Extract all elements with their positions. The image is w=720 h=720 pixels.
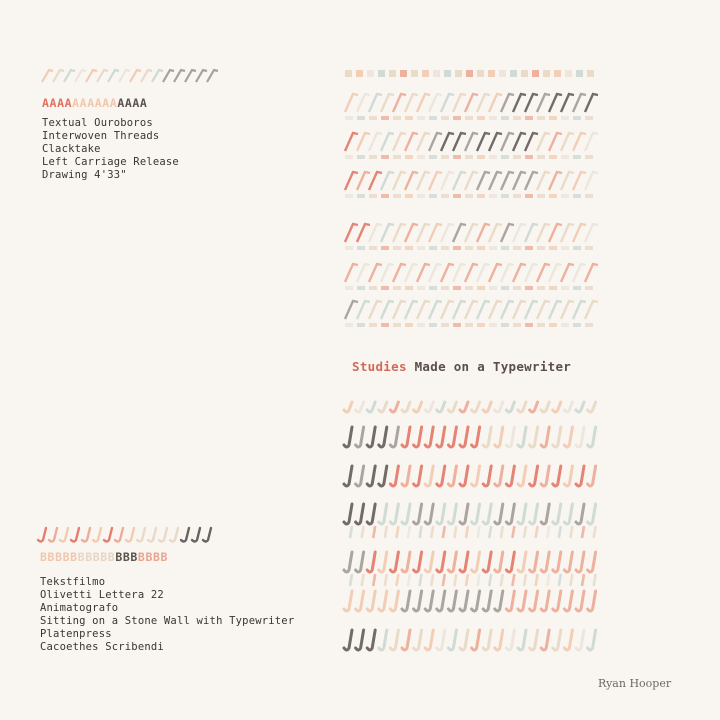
- side-b-mark: [148, 528, 156, 542]
- side-a-mark: [97, 70, 108, 82]
- side-a-mark: [130, 70, 141, 82]
- side-b-mark: [115, 528, 123, 542]
- side-b-mark: [71, 528, 79, 542]
- side-a-mark: [174, 70, 185, 82]
- track-b1: Tekstfilmo: [40, 576, 106, 588]
- hook-band-3: [344, 466, 596, 486]
- side-b-mark: [192, 528, 200, 542]
- side-b-mark: [60, 528, 68, 542]
- side-b-mark: [137, 528, 145, 542]
- side-b-mark: [49, 528, 57, 542]
- track-b5: Platenpress: [40, 627, 112, 640]
- track-a1: Textual Ouroboros: [42, 117, 153, 129]
- side-a-mark: [86, 70, 97, 82]
- hook-band-2: [344, 427, 596, 447]
- side-b-mark: [159, 528, 167, 542]
- hook-band-6: [344, 591, 596, 611]
- side-b-mark: [82, 528, 90, 542]
- pattern-band-4: [345, 172, 598, 198]
- pattern-band-3: [345, 133, 598, 159]
- side-b-mark: [126, 528, 134, 542]
- track-b3: Animatografo: [40, 601, 119, 614]
- hook-band-4: [344, 504, 596, 538]
- album-title-accent: Studies: [352, 359, 407, 374]
- track-a2: Interwoven Threads: [42, 129, 160, 142]
- track-a5: Drawing 4'33": [42, 168, 127, 181]
- side-b-letter-row: BBBBBBBBBBBBBBBBB: [40, 550, 169, 564]
- side-a-mark: [163, 70, 174, 82]
- track-b4: Sitting on a Stone Wall with Typewriter: [40, 614, 295, 627]
- hook-band-7: [344, 630, 596, 650]
- hook-band-1: [344, 402, 596, 412]
- pattern-band-6: [345, 264, 598, 290]
- side-b-mark: [181, 528, 189, 542]
- side-a-mark: [75, 70, 86, 82]
- album-title-rest: Made on a Typewriter: [406, 359, 572, 374]
- side-a-glyph-strip: [42, 70, 218, 82]
- side-a-mark: [196, 70, 207, 82]
- artist-name: Ryan Hooper: [598, 677, 672, 690]
- side-a-mark: [152, 70, 163, 82]
- hook-band-5: [344, 552, 596, 586]
- track-a4: Left Carriage Release: [42, 155, 179, 168]
- side-b-glyph-strip: [38, 528, 211, 542]
- track-b2: Olivetti Lettera 22: [40, 588, 164, 601]
- side-a-mark: [108, 70, 119, 82]
- side-a-mark: [64, 70, 75, 82]
- pattern-band-1: [345, 70, 594, 77]
- side-a-mark: [119, 70, 130, 82]
- album-title: [352, 359, 571, 374]
- track-b6: Cacoethes Scribendi: [40, 640, 164, 653]
- pattern-band-5: [345, 224, 598, 250]
- pattern-band-2: [345, 94, 598, 120]
- side-a-tracklist: [42, 117, 179, 182]
- side-b-mark: [104, 528, 112, 542]
- side-b-tracklist: [40, 576, 294, 653]
- pattern-band-7: [345, 301, 598, 327]
- side-b-mark: [38, 528, 46, 542]
- side-a-mark: [141, 70, 152, 82]
- track-a3: Clacktake: [42, 142, 101, 155]
- side-a-mark: [42, 70, 53, 82]
- side-a-mark: [185, 70, 196, 82]
- side-b-mark: [203, 528, 211, 542]
- side-a-letter-row: AAAAAAAAAAAAAA: [42, 96, 148, 110]
- side-a-mark: [207, 70, 218, 82]
- side-b-mark: [170, 528, 178, 542]
- side-a-mark: [53, 70, 64, 82]
- side-b-mark: [93, 528, 101, 542]
